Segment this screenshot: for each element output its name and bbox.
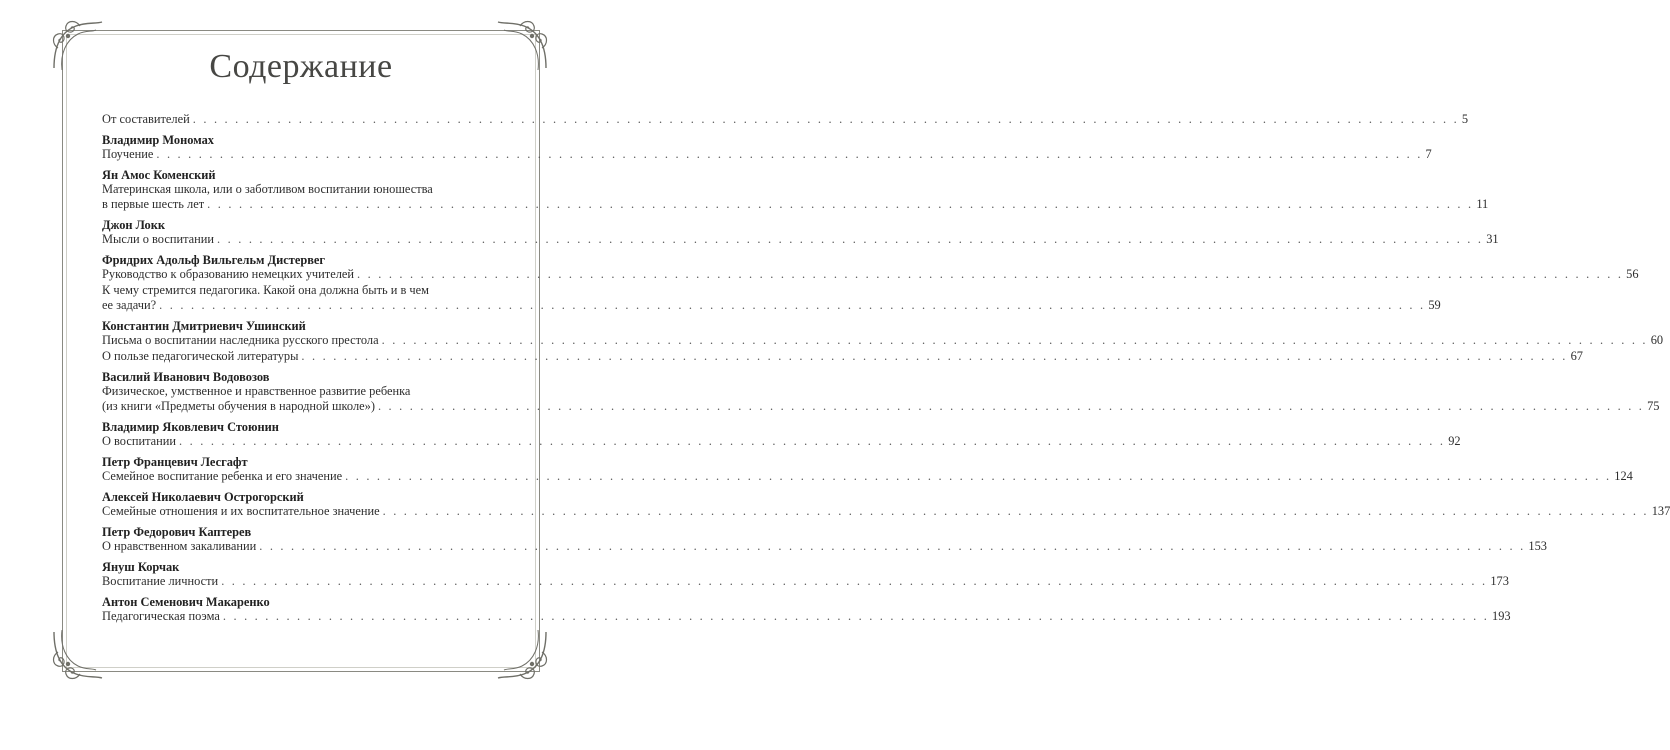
entry-title: в первые шесть лет xyxy=(102,197,205,211)
toc-entry[interactable] xyxy=(102,267,1639,282)
dot-leader: . . . . . . . . . . . . . . . . . . . . . . . . . . . . . . . . . . . . . . . . . . . . . . . . . . . . . . . . . . . . . . . . . . . . . . . . . . . . . . . . . . . . . . . . . . . . . . . . . . . . . . . . . . . . . . . . . . . . . . . . xyxy=(357,267,1624,281)
page-title: Содержание xyxy=(209,48,393,85)
entry-title: Письма о воспитании наследника русского престола xyxy=(102,333,379,347)
toc-entry[interactable] xyxy=(102,333,1664,348)
toc-entry[interactable] xyxy=(102,112,1469,127)
page-number: 92 xyxy=(1448,434,1461,448)
toc-entry[interactable] xyxy=(102,232,1499,247)
page-number: 124 xyxy=(1614,469,1633,483)
page-number: 60 xyxy=(1650,333,1664,347)
toc-section xyxy=(102,490,1670,519)
corner-ornament-icon xyxy=(494,626,550,682)
page-number: 137 xyxy=(1651,504,1670,518)
page-number: 75 xyxy=(1647,399,1660,413)
entry-title: О воспитании xyxy=(102,434,177,448)
toc-section xyxy=(102,595,1511,624)
toc-section xyxy=(102,560,1509,589)
entry-title: Поучение xyxy=(102,147,154,161)
toc-entry[interactable] xyxy=(102,574,1509,589)
toc-section xyxy=(102,319,1664,364)
author-name: Ян Амос Коменский xyxy=(102,168,216,182)
toc-section xyxy=(102,168,1489,212)
toc-section xyxy=(102,253,1639,313)
toc-section xyxy=(102,133,1432,162)
toc-entry[interactable] xyxy=(102,504,1670,519)
author-name: Константин Дмитриевич Ушинский xyxy=(102,319,306,333)
entry-title: Семейные отношения и их воспитательное значение xyxy=(102,504,380,518)
page-number: 7 xyxy=(1425,147,1432,161)
author-name: Антон Семенович Макаренко xyxy=(102,595,270,609)
page-number: 153 xyxy=(1528,539,1547,553)
dot-leader: . . . . . . . . . . . . . . . . . . . . . . . . . . . . . . . . . . . . . . . . . . . . . . . . . . . . . . . . . . . . . . . . . . . . . . . . . . . . . . . . . . . . . . . . . . . . . . . . . . . . . . . . . . . . . . . . . . . . . . . . xyxy=(301,349,1568,363)
toc-entry[interactable] xyxy=(102,147,1432,162)
author-name: Петр Францевич Лесгафт xyxy=(102,455,248,469)
author-name: Фридрих Адольф Вильгельм Дистервег xyxy=(102,253,326,267)
entry-title: Педагогическая поэма xyxy=(102,609,220,623)
dot-leader: . . . . . . . . . . . . . . . . . . . . . . . . . . . . . . . . . . . . . . . . . . . . . . . . . . . . . . . . . . . . . . . . . . . . . . . . . . . . . . . . . . . . . . . . . . . . . . . . . . . . . . . . . . . . . . . . . . . . . . . . xyxy=(179,434,1446,448)
entry-title: О нравственном закаливании xyxy=(102,539,257,553)
toc-entry[interactable] xyxy=(102,539,1547,554)
toc-section xyxy=(102,420,1461,449)
entry-title: От составителей xyxy=(102,112,190,126)
author-name: Януш Корчак xyxy=(102,560,180,574)
page-number: 5 xyxy=(1461,112,1469,126)
toc-section xyxy=(102,112,1469,127)
dot-leader: . . . . . . . . . . . . . . . . . . . . . . . . . . . . . . . . . . . . . . . . . . . . . . . . . . . . . . . . . . . . . . . . . . . . . . . . . . . . . . . . . . . . . . . . . . . . . . . . . . . . . . . . . . . . . . . . . . . . . . . . xyxy=(222,609,1490,623)
toc-entry[interactable] xyxy=(102,434,1461,449)
toc-entry[interactable] xyxy=(102,349,1583,364)
entry-title: Семейное воспитание ребенка и его значение xyxy=(102,469,343,483)
toc-entry[interactable] xyxy=(102,182,1489,212)
toc-entry[interactable] xyxy=(102,469,1633,484)
corner-ornament-icon xyxy=(50,626,106,682)
entry-title: Мысли о воспитании xyxy=(102,232,215,246)
author-name: Алексей Николаевич Острогорский xyxy=(102,490,304,504)
dot-leader: . . . . . . . . . . . . . . . . . . . . . . . . . . . . . . . . . . . . . . . . . . . . . . . . . . . . . . . . . . . . . . . . . . . . . . . . . . . . . . . . . . . . . . . . . . . . . . . . . . . . . . . . . . . . . . . . . . . . . . . . xyxy=(192,112,1459,126)
dot-leader: . . . . . . . . . . . . . . . . . . . . . . . . . . . . . . . . . . . . . . . . . . . . . . . . . . . . . . . . . . . . . . . . . . . . . . . . . . . . . . . . . . . . . . . . . . . . . . . . . . . . . . . . . . . . . . . . . . . . . . . . xyxy=(259,539,1526,553)
page-number: 11 xyxy=(1476,197,1489,211)
page-number: 59 xyxy=(1428,298,1441,312)
entry-title-line: Материнская школа, или о заботливом воспитании юношества xyxy=(102,182,433,196)
page-number: 173 xyxy=(1490,574,1509,588)
entry-title: ее задачи? xyxy=(102,298,157,312)
author-name: Василий Иванович Водовозов xyxy=(102,370,270,384)
author-name: Владимир Яковлевич Стоюнин xyxy=(102,420,279,434)
entry-title: Руководство к образованию немецких учителей xyxy=(102,267,355,281)
dot-leader: . . . . . . . . . . . . . . . . . . . . . . . . . . . . . . . . . . . . . . . . . . . . . . . . . . . . . . . . . . . . . . . . . . . . . . . . . . . . . . . . . . . . . . . . . . . . . . . . . . . . . . . . . . . . . . . . . . . . . . . . xyxy=(159,298,1426,312)
toc-section xyxy=(102,525,1547,554)
dot-leader: . . . . . . . . . . . . . . . . . . . . . . . . . . . . . . . . . . . . . . . . . . . . . . . . . . . . . . . . . . . . . . . . . . . . . . . . . . . . . . . . . . . . . . . . . . . . . . . . . . . . . . . . . . . . . . . . . . . . . . . . xyxy=(345,469,1612,483)
page-number: 31 xyxy=(1486,232,1499,246)
dot-leader: . . . . . . . . . . . . . . . . . . . . . . . . . . . . . . . . . . . . . . . . . . . . . . . . . . . . . . . . . . . . . . . . . . . . . . . . . . . . . . . . . . . . . . . . . . . . . . . . . . . . . . . . . . . . . . . . . . . . . . . . xyxy=(217,232,1484,246)
page-number: 193 xyxy=(1492,609,1511,623)
page-number: 67 xyxy=(1570,349,1583,363)
dot-leader: . . . . . . . . . . . . . . . . . . . . . . . . . . . . . . . . . . . . . . . . . . . . . . . . . . . . . . . . . . . . . . . . . . . . . . . . . . . . . . . . . . . . . . . . . . . . . . . . . . . . . . . . . . . . . . . . . . . . . . . . xyxy=(207,197,1474,211)
dot-leader: . . . . . . . . . . . . . . . . . . . . . . . . . . . . . . . . . . . . . . . . . . . . . . . . . . . . . . . . . . . . . . . . . . . . . . . . . . . . . . . . . . . . . . . . . . . . . . . . . . . . . . . . . . . . . . . . . . . . . . . . xyxy=(382,504,1649,518)
entry-title: (из книги «Предметы обучения в народной школе») xyxy=(102,399,375,413)
table-of-contents xyxy=(102,112,1670,624)
author-name: Петр Федорович Каптерев xyxy=(102,525,252,539)
entry-title-line: Физическое, умственное и нравственное развитие ребенка xyxy=(102,384,411,398)
entry-title: О пользе педагогической литературы xyxy=(102,349,299,363)
dot-leader: . . . . . . . . . . . . . . . . . . . . . . . . . . . . . . . . . . . . . . . . . . . . . . . . . . . . . . . . . . . . . . . . . . . . . . . . . . . . . . . . . . . . . . . . . . . . . . . . . . . . . . . . . . . . . . . . . . . . . . . . xyxy=(156,147,1423,161)
entry-title-line: К чему стремится педагогика. Какой она должна быть и в чем xyxy=(102,283,429,297)
toc-entry[interactable] xyxy=(102,384,1660,414)
author-name: Джон Локк xyxy=(102,218,166,232)
toc-entry[interactable] xyxy=(102,609,1511,624)
author-name: Владимир Мономах xyxy=(102,133,214,147)
toc-section xyxy=(102,370,1660,414)
dot-leader: . . . . . . . . . . . . . . . . . . . . . . . . . . . . . . . . . . . . . . . . . . . . . . . . . . . . . . . . . . . . . . . . . . . . . . . . . . . . . . . . . . . . . . . . . . . . . . . . . . . . . . . . . . . . . . . . . . . . . . . . xyxy=(221,574,1488,588)
dot-leader: . . . . . . . . . . . . . . . . . . . . . . . . . . . . . . . . . . . . . . . . . . . . . . . . . . . . . . . . . . . . . . . . . . . . . . . . . . . . . . . . . . . . . . . . . . . . . . . . . . . . . . . . . . . . . . . . . . . . . . . . xyxy=(381,333,1648,347)
toc-section xyxy=(102,455,1633,484)
dot-leader: . . . . . . . . . . . . . . . . . . . . . . . . . . . . . . . . . . . . . . . . . . . . . . . . . . . . . . . . . . . . . . . . . . . . . . . . . . . . . . . . . . . . . . . . . . . . . . . . . . . . . . . . . . . . . . . . . . . . . . . . xyxy=(377,399,1645,413)
entry-title: Воспитание личности xyxy=(102,574,219,588)
toc-section xyxy=(102,218,1499,247)
page-number: 56 xyxy=(1626,267,1639,281)
toc-entry[interactable] xyxy=(102,283,1441,313)
